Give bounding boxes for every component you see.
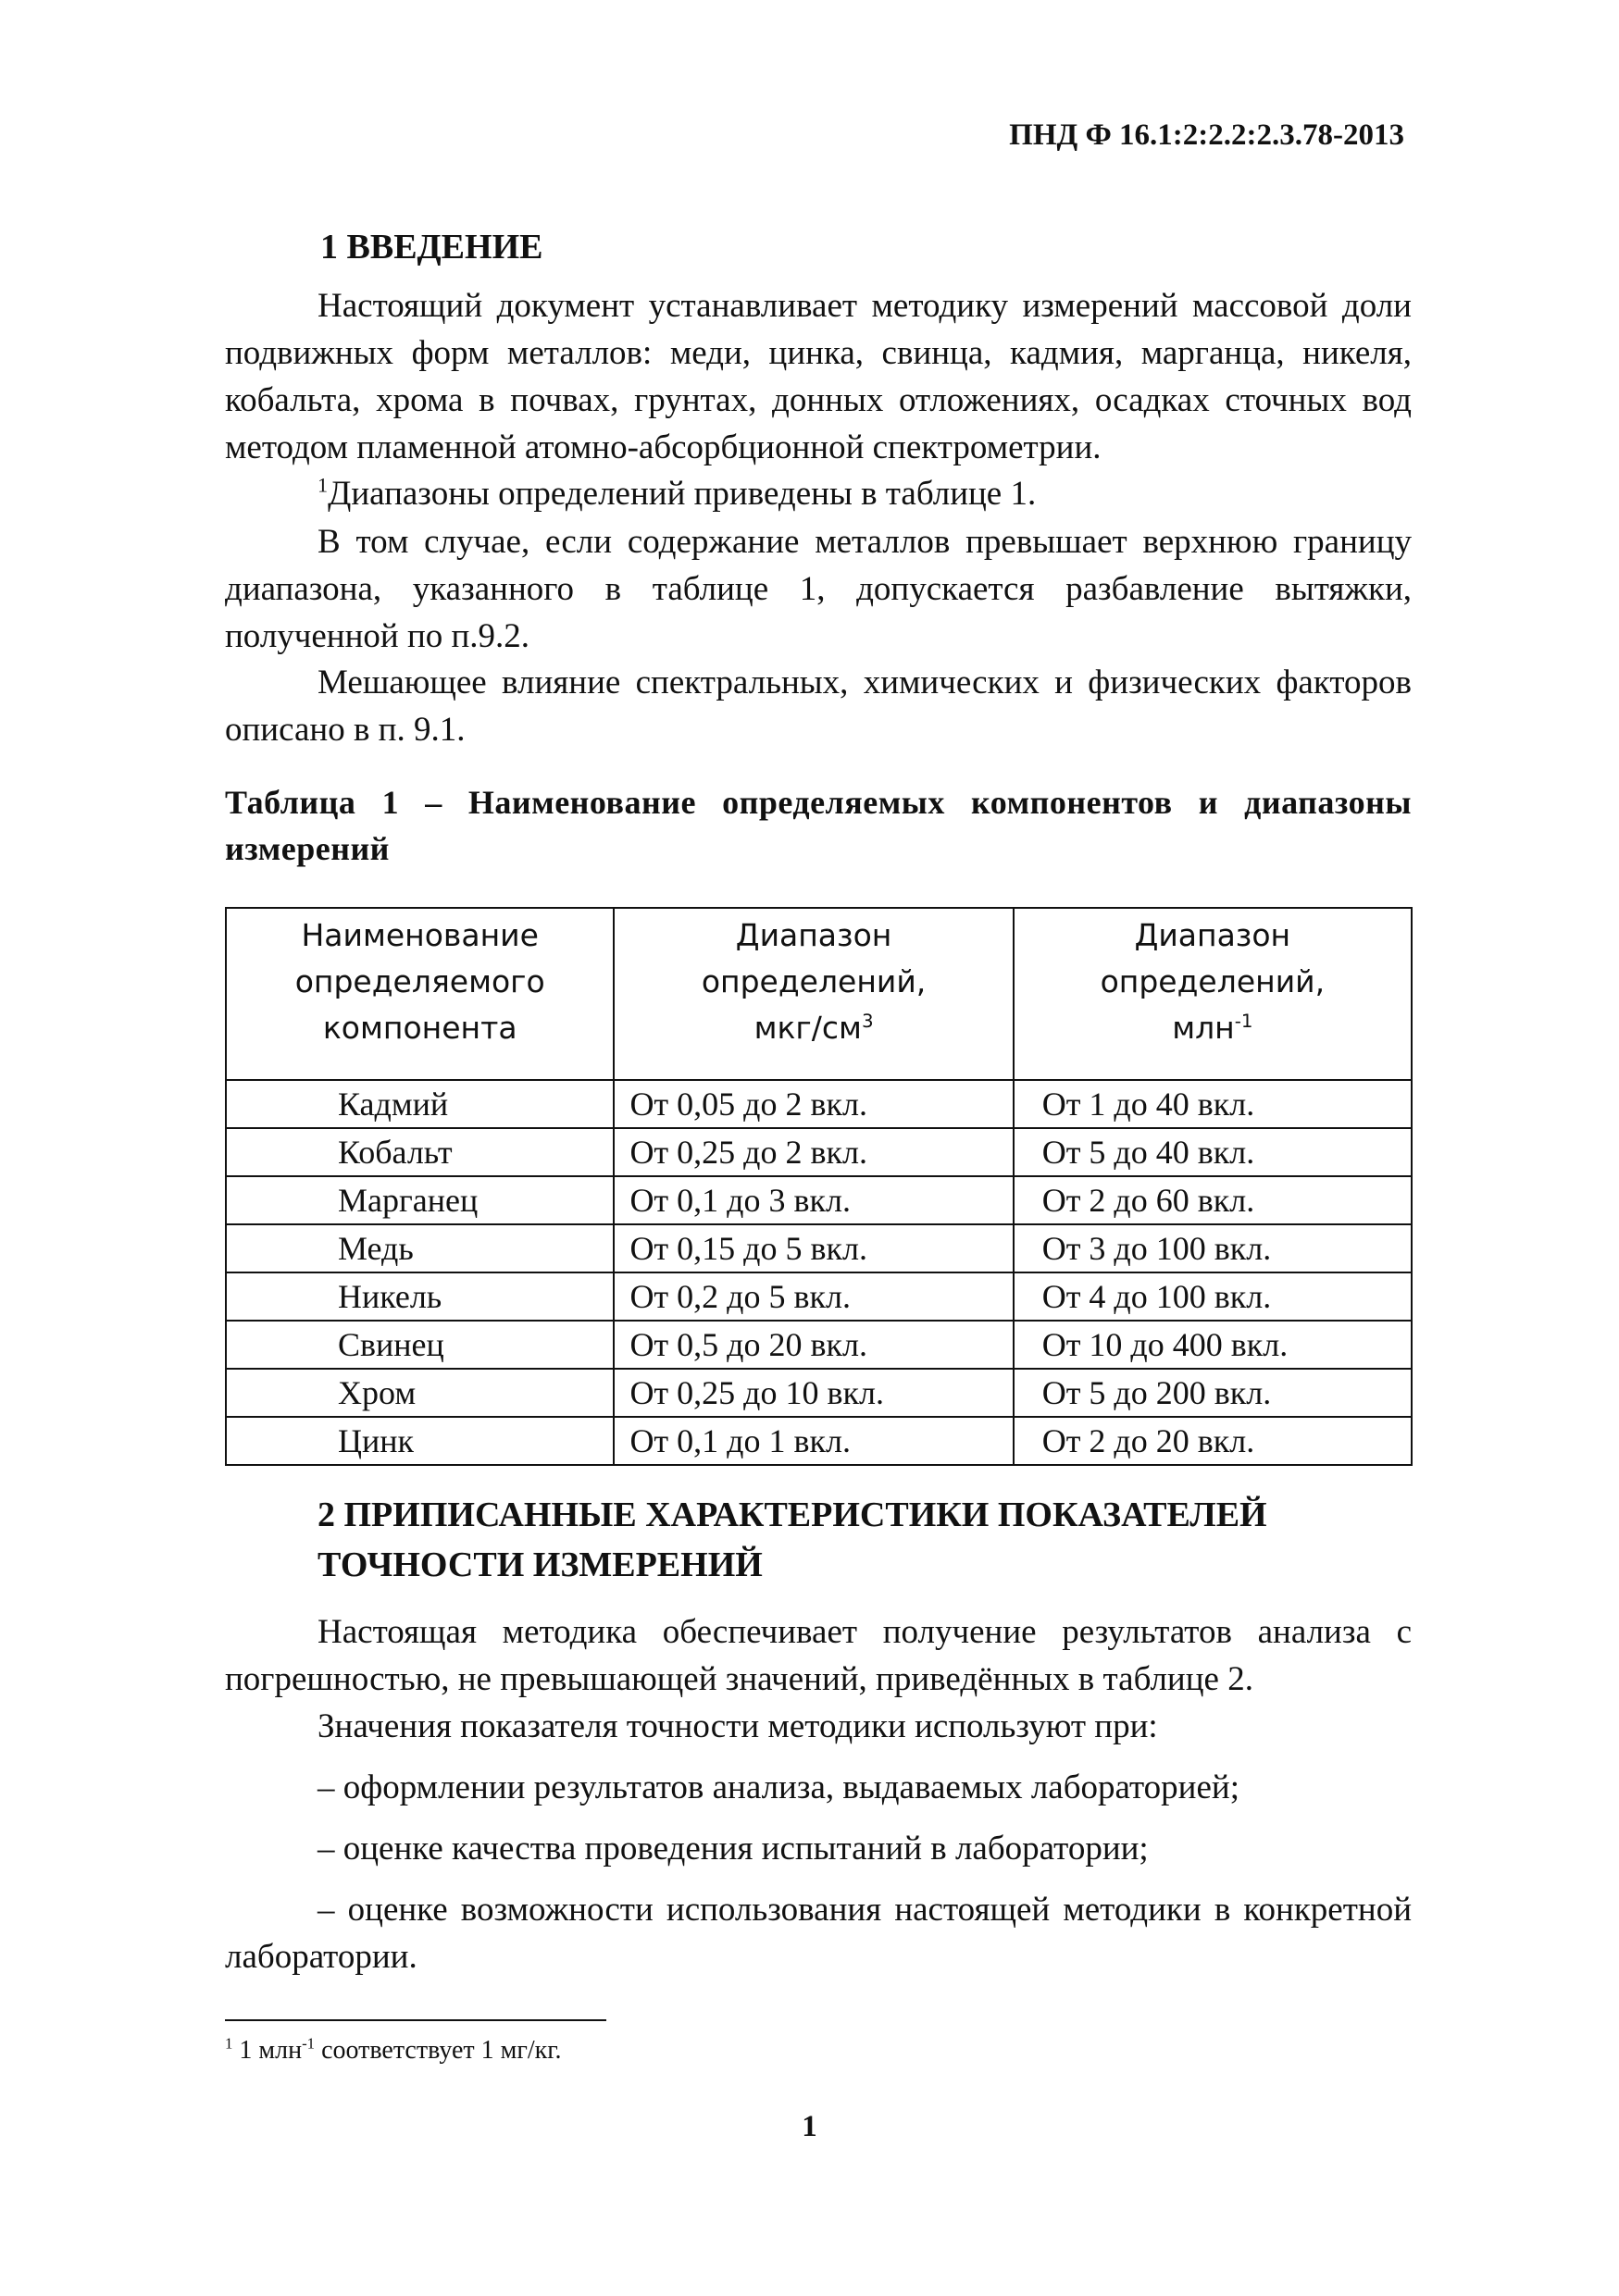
range-mass-cell: От 10 до 400 вкл. [1014,1321,1412,1369]
range-volume-cell: От 0,25 до 10 вкл. [614,1369,1013,1417]
intro-paragraph-1: Настоящий документ устанавливает методику измерений массовой доли подвижных форм металлов: меди, цинка, свинца, кадмия, марганца, никеля, кобальта, хрома в почвах, грунтах, донных отложениях, осадках сточных вод методом пламенной атомно-абсорбционной спектрометрии. [225,287,1412,466]
range-volume-cell: От 0,1 до 1 вкл. [614,1417,1013,1465]
range-mass-cell: От 2 до 60 вкл. [1014,1176,1412,1224]
table-row [226,1224,1412,1272]
range-volume-cell: От 0,5 до 20 вкл. [614,1321,1013,1369]
table-1 [225,907,1413,1466]
section-2-title-line-1: 2 ПРИПИСАННЫЕ ХАРАКТЕРИСТИКИ ПОКАЗАТЕЛЕЙ [318,1496,1267,1534]
range-volume-cell: От 0,15 до 5 вкл. [614,1224,1013,1272]
document-code: ПНД Ф 16.1:2:2.2:2.3.78-2013 [1009,118,1404,152]
range-mass-cell: От 1 до 40 вкл. [1014,1080,1412,1128]
range-volume-cell: От 0,1 до 3 вкл. [614,1176,1013,1224]
range-mass-cell: От 5 до 200 вкл. [1014,1369,1412,1417]
component-cell: Медь [226,1224,614,1272]
footnote-mark: 1 [225,2034,233,2053]
table-row [226,1080,1412,1128]
header-component [226,908,614,1080]
header-line: компонента [322,1010,517,1046]
table-row [226,1128,1412,1176]
header-unit-superscript: -1 [1234,1011,1253,1032]
range-mass-cell: От 4 до 100 вкл. [1014,1272,1412,1321]
section-2-title [318,1490,1267,1590]
component-cell: Свинец [226,1321,614,1369]
intro-paragraph-2-text: Диапазоны определений приведены в таблице 1. [328,475,1037,513]
usage-list-item: – оценке возможности использования настоящей методики в конкретной лаборатории. [225,1891,1412,1976]
header-line: Диапазон [735,917,892,953]
header-range-volume [614,908,1013,1080]
footnote-text: соответствует 1 мг/кг. [315,2036,562,2065]
intro-paragraph-3: В том случае, если содержание металлов превышает верхнюю границу диапазона, указанного в таблице 1, допускается разбавление вытяжки, полученной по п.9.2. [225,523,1412,655]
header-line: Диапазон [1134,917,1291,953]
table-row [226,1369,1412,1417]
intro-paragraph-4: Мешающее влияние спектральных, химических и физических факторов описано в п. 9.1. [225,664,1412,749]
range-mass-cell: От 3 до 100 вкл. [1014,1224,1412,1272]
header-range-mass [1014,908,1412,1080]
component-cell: Хром [226,1369,614,1417]
header-line: Наименование [301,917,539,953]
table-row [226,1272,1412,1321]
table-1-caption: Таблица 1 – Наименование определяемых компонентов и диапазоны измерений [225,784,1412,867]
footnote-separator [225,2019,606,2021]
table-row [226,1417,1412,1465]
section-1-title: 1 ВВЕДЕНИЕ [320,228,543,267]
range-volume-cell: От 0,05 до 2 вкл. [614,1080,1013,1128]
component-cell: Никель [226,1272,614,1321]
footnote-reference: 1 [318,473,329,497]
section-2-paragraph-1: Настоящая методика обеспечивает получение результатов анализа с погрешностью, не превышающей значений, приведённых в таблице 2. [225,1613,1412,1698]
range-mass-cell: От 2 до 20 вкл. [1014,1417,1412,1465]
footnote [225,2036,562,2066]
header-line: определяемого [294,963,545,999]
component-cell: Марганец [226,1176,614,1224]
header-line: определений, [701,963,927,999]
component-cell: Кобальт [226,1128,614,1176]
table-row [226,1176,1412,1224]
header-line: мкг/см [753,1010,862,1046]
section-2-title-line-2: ТОЧНОСТИ ИЗМЕРЕНИЙ [318,1545,763,1584]
page-number: 1 [802,2110,817,2143]
usage-list-item: – оценке качества проведения испытаний в лаборатории; [318,1830,1149,1868]
range-volume-cell: От 0,25 до 2 вкл. [614,1128,1013,1176]
footnote-unit-superscript: -1 [302,2034,316,2053]
header-line: определений, [1100,963,1326,999]
table-header-row [226,908,1412,1080]
table-row [226,1321,1412,1369]
component-cell: Цинк [226,1417,614,1465]
intro-paragraph-2 [225,470,1412,517]
header-unit-superscript: 3 [861,1011,874,1032]
range-volume-cell: От 0,2 до 5 вкл. [614,1272,1013,1321]
header-line: млн [1172,1010,1235,1046]
range-mass-cell: От 5 до 40 вкл. [1014,1128,1412,1176]
usage-list-item: – оформлении результатов анализа, выдаваемых лабораторией; [318,1769,1239,1806]
component-cell: Кадмий [226,1080,614,1128]
section-2-paragraph-2: Значения показателя точности методики используют при: [318,1707,1158,1745]
footnote-unit: 1 млн [239,2036,303,2065]
